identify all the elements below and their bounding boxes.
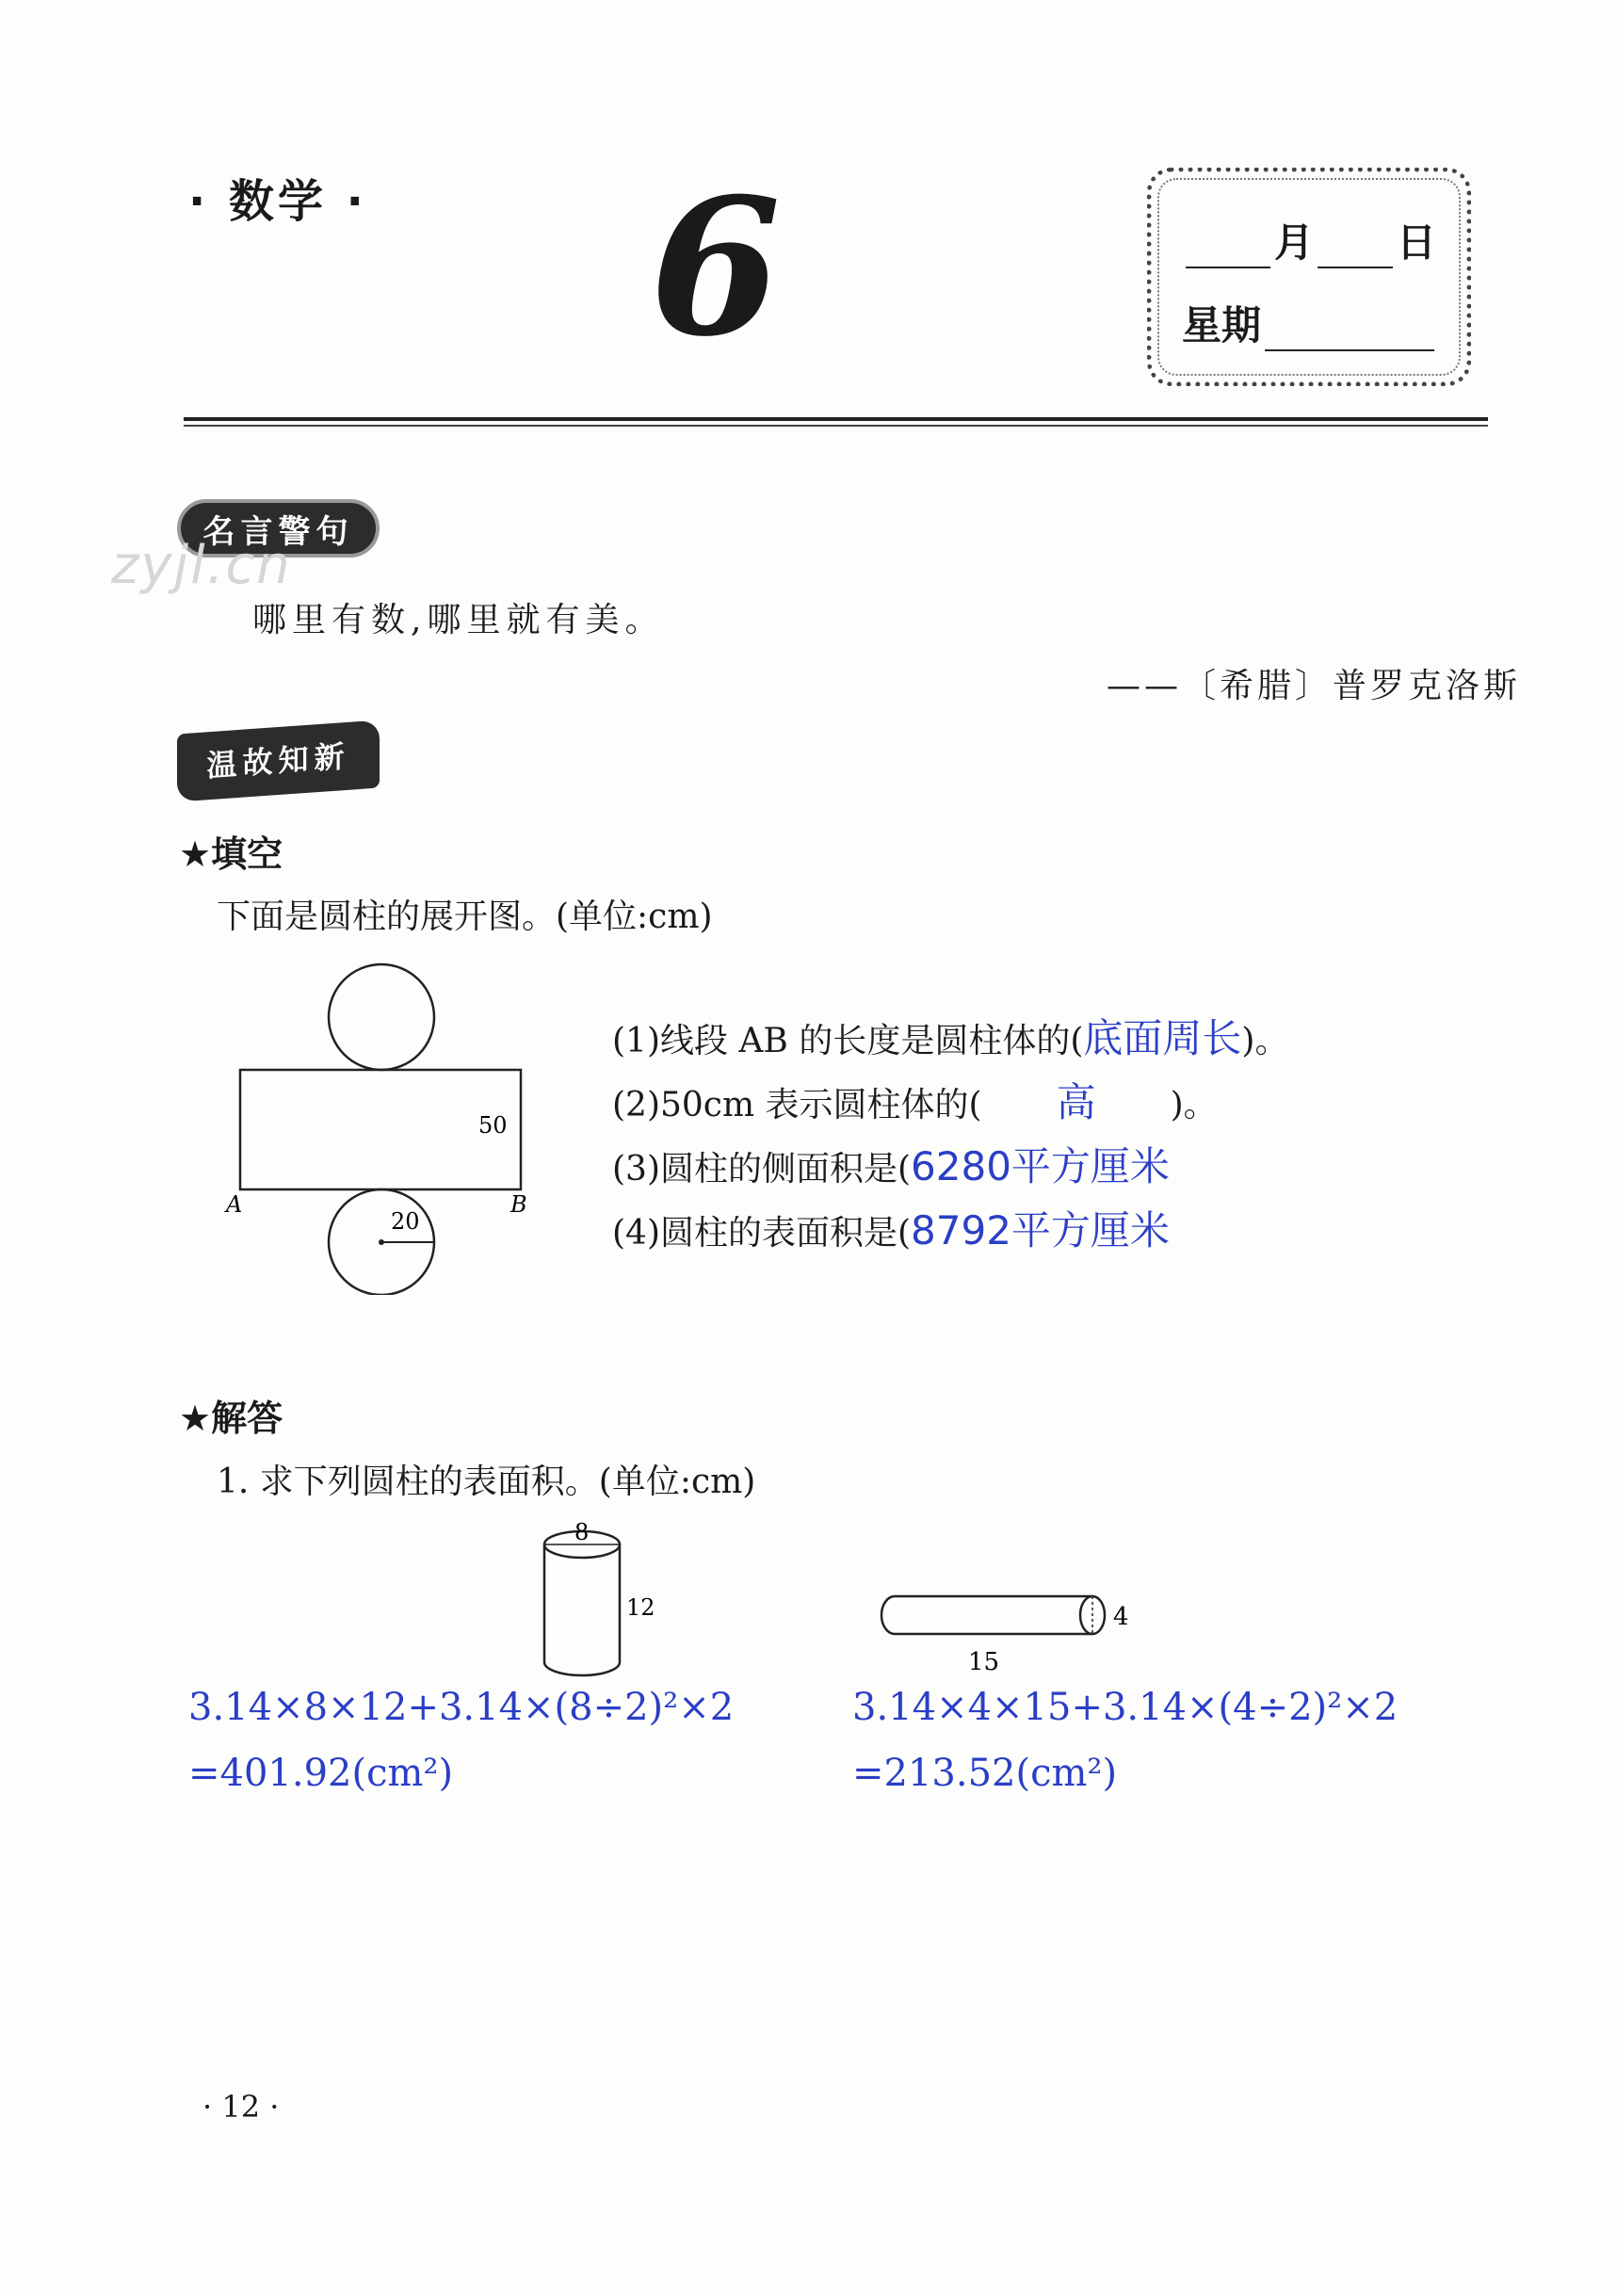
quote-text: 哪里有数,哪里就有美。 — [252, 601, 665, 639]
cylinder-1-figure — [527, 1512, 687, 1686]
answer-2[interactable]: 高 — [1056, 1079, 1096, 1125]
calc-2-line-1[interactable]: 3.14×4×15+3.14×(4÷2)²×2 — [852, 1686, 1399, 1729]
cyl2-diameter-label: 4 — [1113, 1603, 1129, 1631]
cylinder-net-figure — [217, 956, 556, 1295]
weekday-line — [1182, 295, 1438, 351]
answer-1[interactable]: 底面周长 — [1083, 1015, 1242, 1061]
answer-4[interactable]: 8792平方厘米 — [911, 1207, 1170, 1253]
lesson-number: 6 — [650, 157, 782, 379]
month-blank[interactable] — [1186, 267, 1270, 268]
cyl1-bottom — [544, 1662, 620, 1675]
center-dot — [379, 1239, 384, 1245]
question-4: (4)圆柱的表面积是(8792平方厘米 — [612, 1207, 1170, 1253]
weekday-blank[interactable] — [1265, 349, 1434, 351]
cyl2-left-end — [881, 1596, 895, 1634]
calc-1-line-1[interactable]: 3.14×8×12+3.14×(8÷2)²×2 — [188, 1686, 735, 1729]
cyl1-diameter-label: 8 — [574, 1519, 590, 1545]
watermark: zyjl.cn — [111, 535, 292, 596]
month-label: 月 — [1274, 219, 1315, 266]
calc-2-line-2[interactable]: =213.52(cm²) — [852, 1752, 1118, 1795]
page-number: · 12 · — [202, 2089, 280, 2125]
question-1: (1)线段 AB 的长度是圆柱体的(底面周长)。 — [612, 1015, 1289, 1061]
header-rule-thin — [184, 425, 1488, 427]
day-label: 日 — [1397, 219, 1437, 266]
question-3: (3)圆柱的侧面积是(6280平方厘米 — [612, 1143, 1170, 1189]
radius-label: 20 — [391, 1208, 420, 1235]
point-a-label: A — [226, 1191, 243, 1218]
question-2: (2)50cm 表示圆柱体的( 高 )。 — [612, 1072, 1218, 1128]
quote-badge: 名言警句 — [177, 499, 380, 558]
weekday-label: 星期 — [1182, 302, 1262, 348]
quote-author: ——〔希腊〕普罗克洛斯 — [1107, 667, 1522, 705]
cylinder-2-figure — [866, 1587, 1149, 1681]
cyl1-height-label: 12 — [626, 1594, 655, 1621]
fill-intro: 下面是圆柱的展开图。(单位:cm) — [217, 897, 713, 936]
top-circle — [329, 964, 434, 1070]
answer-3[interactable]: 6280平方厘米 — [911, 1143, 1170, 1189]
solve-intro: 1. 求下列圆柱的表面积。(单位:cm) — [217, 1463, 756, 1501]
subject-title: · 数学 · — [188, 175, 367, 228]
solve-title: ★解答 — [179, 1398, 283, 1439]
point-b-label: B — [510, 1191, 527, 1218]
date-box — [1147, 168, 1471, 386]
calc-1-line-2[interactable]: =401.92(cm²) — [188, 1752, 454, 1795]
date-line — [1182, 212, 1436, 268]
fill-title: ★填空 — [179, 833, 283, 875]
height-label: 50 — [478, 1112, 508, 1139]
header-rule — [184, 417, 1488, 421]
review-badge: 温故知新 — [177, 720, 380, 801]
day-blank[interactable] — [1318, 267, 1393, 268]
cyl2-length-label: 15 — [968, 1648, 1000, 1676]
